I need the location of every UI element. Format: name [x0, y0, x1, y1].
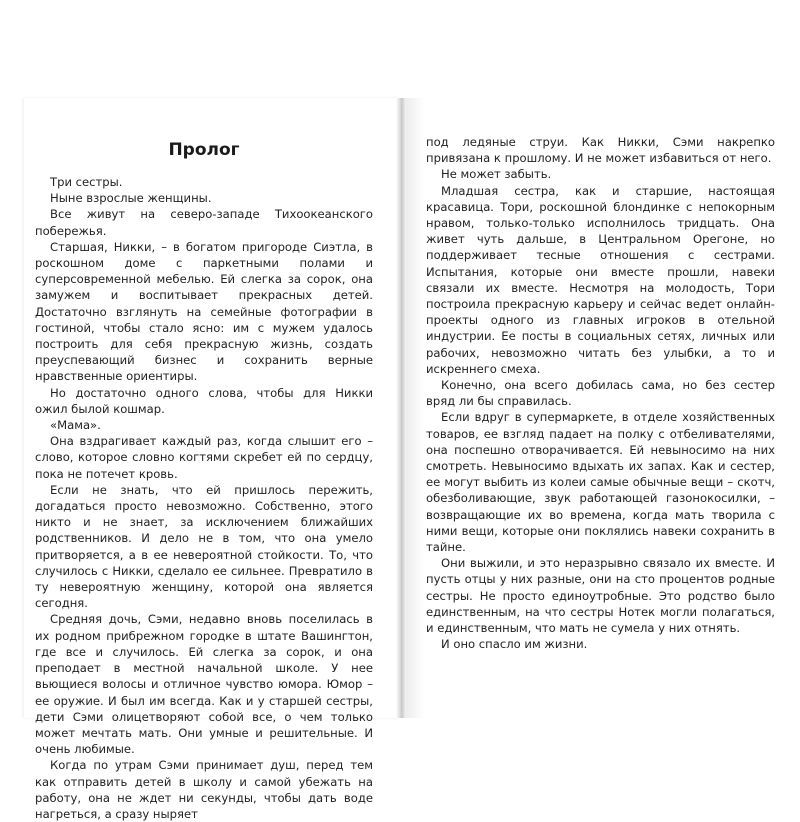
- paragraph: под ледяные струи. Как Никки, Сэми накрепко привязана к прошлому. И не может избавиться от него.: [426, 135, 775, 166]
- chapter-title: Пролог: [168, 140, 240, 160]
- book-spine: [396, 98, 406, 718]
- paragraph: Старшая, Никки, – в богатом пригороде Сиэтла, в роскошном доме с паркетными полами и суперсовременной мебелью. Ей слегка за сорок, она замужем и воспитывает прекрасных детей. Достаточно взглянуть на семейные фотографии в гостиной, чтобы стало ясно: им с мужем удалось построить для себя прекрасную жизнь, создать преуспевающий бизнес и сохранить верные нравственные ориентиры.: [35, 239, 373, 384]
- paragraph: Конечно, она всего добилась сама, но без сестер вряд ли бы справилась.: [426, 378, 775, 409]
- left-page-text: [35, 174, 373, 822]
- paragraph: Младшая сестра, как и старшие, настоящая красавица. Тори, роскошной блондинке с непокорным нравом, только-только исполнилось тридцать. Она живет чуть дальше, в Центральном Орегоне, но поддерживает тесные отношения с сестрами. Испытания, которые они вместе прошли, навеки связали их вместе. Несмотря на молодость, Тори построила прекрасную карьеру и сейчас ведет онлайн-проекты одного из главных игроков в отельной индустрии. Ее посты в социальных сетях, личных или рабочих, невозможно читать без улыбки, а то и искреннего смеха.: [426, 183, 775, 376]
- paragraph: Все живут на северо-западе Тихоокеанского побережья.: [35, 207, 373, 238]
- gutter-shadow: [406, 98, 424, 718]
- paragraph: Ныне взрослые женщины.: [50, 191, 212, 206]
- paragraph: «Мама».: [50, 418, 101, 433]
- paragraph: И оно спасло им жизни.: [441, 637, 588, 652]
- paragraph: Три сестры.: [50, 175, 123, 189]
- paragraph: Она вздрагивает каждый раз, когда слышит его – слово, которое словно когтями скребет ей по сердцу, пока не потечет кровь.: [35, 434, 373, 481]
- right-page-text: [426, 134, 775, 653]
- paragraph: Но достаточно одного слова, чтобы для Никки ожил былой кошмар.: [35, 385, 373, 416]
- paragraph: Если не знать, что ей пришлось пережить, догадаться просто невозможно. Собственно, этого никто и не знает, за исключением ближайших родственников. И дело не в том, что она умело притворяется, а в ее невероятной стойкости. То, что случилось с Никки, сделало ее сильнее. Превратило в ту невероятную женщину, которой она является сегодня.: [35, 482, 373, 611]
- paragraph: Они выжили, и это неразрывно связало их вместе. И пусть отцы у них разные, они на сто процентов родные сестры. Не просто единоутробные. Это родство было единственным, на что сестры Нотек могли полагаться, и единственным, что мать не сумела у них отнять.: [426, 556, 775, 636]
- paragraph: Если вдруг в супермаркете, в отделе хозяйственных товаров, ее взгляд падает на полку с отбеливателями, она поспешно отворачивается. Ей невыносимо на них смотреть. Невыносимо вдыхать их запах. Как и сестер, ее могут выбить из колеи самые обычные вещи – скотч, обезболивающие, звук работающей газонокосилки, – возвращающие их во времена, когда мать творила с ними вещи, которые они поклялись навеки сохранить в тайне.: [426, 410, 775, 555]
- paragraph: Когда по утрам Сэми принимает душ, перед тем как отправить детей в школу и самой убежать на работу, она не ждет ни секунды, чтобы дать воде нагреться, а сразу ныряет: [35, 758, 373, 821]
- paragraph: Средняя дочь, Сэми, недавно вновь поселилась в их родном прибрежном городке в штате Вашингтон, где все и случилось. Ей слегка за сорок, и она преподает в местной начальной школе. У нее вьющиеся волосы и отличное чувство юмора. Юмор – ее оружие. И был им всегда. Как и у старшей сестры, дети Сэми олицетворяют собой все, о чем только может мечтать мать. Они умные и решительные. И очень любимые.: [35, 612, 373, 757]
- paragraph: Не может забыть.: [441, 167, 552, 182]
